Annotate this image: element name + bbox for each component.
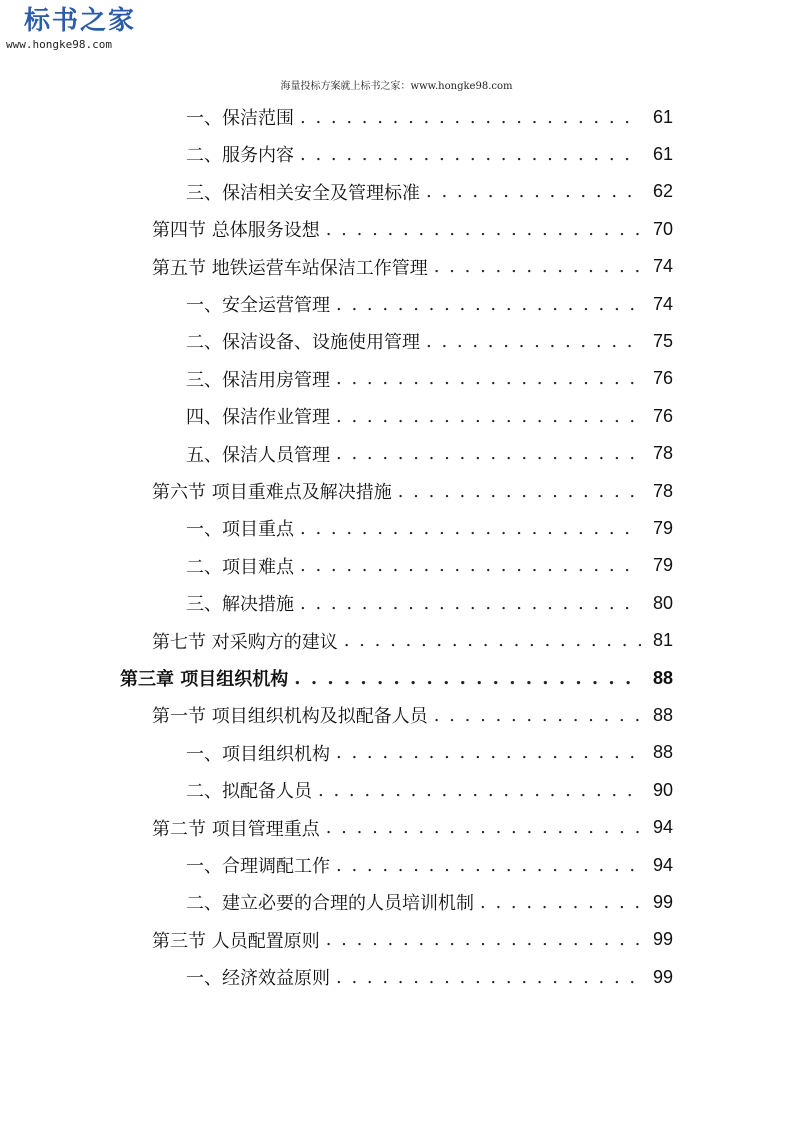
toc-leader-dots bbox=[300, 144, 641, 165]
toc-leader-dots bbox=[336, 742, 641, 763]
toc-entry[interactable] bbox=[186, 290, 673, 318]
toc-leader-dots bbox=[434, 705, 641, 726]
toc-page-number: 79 bbox=[652, 517, 673, 538]
site-logo[interactable] bbox=[6, 6, 166, 51]
toc-entry-label: 第一节 项目组织机构及拟配备人员 bbox=[152, 706, 428, 728]
toc-page-number: 78 bbox=[652, 443, 673, 464]
toc-entry[interactable] bbox=[186, 402, 673, 430]
toc-leader-dots bbox=[336, 855, 641, 876]
toc-page-number: 79 bbox=[652, 555, 673, 576]
toc-entry-label: 一、项目重点 bbox=[186, 519, 294, 541]
toc-entry-label: 二、建立必要的合理的人员培训机制 bbox=[186, 893, 474, 915]
toc-entry-label: 一、安全运营管理 bbox=[186, 295, 330, 316]
toc-entry[interactable] bbox=[152, 627, 673, 655]
toc-entry-label: 二、保洁设备、设施使用管理 bbox=[186, 332, 420, 354]
toc-leader-dots bbox=[300, 555, 641, 576]
toc-leader-dots bbox=[480, 892, 641, 913]
toc-entry-label: 二、拟配备人员 bbox=[186, 781, 312, 803]
toc-entry-label: 二、服务内容 bbox=[186, 145, 294, 167]
toc-page-number: 70 bbox=[652, 218, 673, 239]
toc-entry[interactable] bbox=[186, 739, 673, 767]
toc-entry[interactable] bbox=[186, 888, 673, 916]
toc-leader-dots bbox=[294, 668, 641, 689]
toc-entry[interactable] bbox=[186, 552, 673, 580]
toc-leader-dots bbox=[326, 219, 641, 240]
toc-page-number: 99 bbox=[652, 966, 673, 987]
toc-entry-label: 第三章 项目组织机构 bbox=[120, 669, 289, 690]
toc-entry-label: 一、经济效益原则 bbox=[186, 968, 330, 990]
toc-page-number: 76 bbox=[652, 368, 673, 389]
toc-leader-dots bbox=[326, 817, 641, 838]
toc-entry[interactable] bbox=[186, 103, 673, 131]
toc-entry[interactable] bbox=[186, 776, 673, 804]
toc-entry[interactable] bbox=[120, 664, 673, 692]
toc-entry[interactable] bbox=[186, 851, 673, 879]
toc-entry-label: 三、解决措施 bbox=[186, 594, 294, 616]
toc-entry-label: 第五节 地铁运营车站保洁工作管理 bbox=[152, 257, 428, 279]
logo-title: 标书之家 bbox=[24, 6, 137, 36]
toc-page-number: 76 bbox=[652, 405, 673, 426]
toc-leader-dots bbox=[336, 443, 641, 464]
toc-page-number: 88 bbox=[652, 667, 673, 688]
toc-entry[interactable] bbox=[186, 365, 673, 393]
toc-page-number: 94 bbox=[652, 817, 673, 838]
toc-leader-dots bbox=[300, 518, 641, 539]
toc-entry-label: 二、项目难点 bbox=[186, 556, 294, 578]
toc-leader-dots bbox=[336, 294, 641, 315]
toc-page-number: 74 bbox=[652, 293, 673, 314]
toc-entry[interactable] bbox=[152, 253, 673, 281]
toc-entry-label: 一、保洁范围 bbox=[186, 108, 294, 129]
toc-page-number: 88 bbox=[652, 742, 673, 763]
toc-entry-label: 第七节 对采购方的建议 bbox=[152, 631, 338, 653]
toc-page-number: 75 bbox=[652, 330, 673, 351]
toc-entry[interactable] bbox=[152, 814, 673, 842]
toc-entry[interactable] bbox=[152, 215, 673, 243]
toc-page-number: 94 bbox=[652, 854, 673, 875]
toc-entry[interactable] bbox=[152, 701, 673, 729]
toc-leader-dots bbox=[318, 780, 641, 801]
toc-entry[interactable] bbox=[186, 963, 673, 991]
toc-entry[interactable] bbox=[186, 178, 673, 206]
toc-entry-label: 第四节 总体服务设想 bbox=[152, 220, 320, 242]
toc-entry[interactable] bbox=[152, 926, 673, 954]
toc-leader-dots bbox=[336, 368, 641, 389]
toc-entry-label: 第六节 项目重难点及解决措施 bbox=[152, 482, 392, 503]
toc-page-number: 61 bbox=[652, 106, 673, 127]
toc-entry[interactable] bbox=[152, 477, 673, 505]
toc-entry[interactable] bbox=[186, 514, 673, 542]
toc-page-number: 78 bbox=[652, 480, 673, 501]
toc-leader-dots bbox=[300, 593, 641, 614]
toc-entry[interactable] bbox=[186, 327, 673, 355]
toc-leader-dots bbox=[426, 181, 641, 202]
toc-entry-label: 四、保洁作业管理 bbox=[186, 407, 330, 429]
toc-entry-label: 三、保洁用房管理 bbox=[186, 369, 330, 391]
page-header: 海量投标方案就上标书之家：www.hongke98.com bbox=[280, 81, 513, 92]
toc-page-number: 61 bbox=[652, 143, 673, 164]
logo-url: www.hongke98.com bbox=[6, 38, 112, 51]
toc-page-number: 62 bbox=[652, 181, 673, 202]
toc-leader-dots bbox=[344, 630, 641, 651]
toc-entry-label: 一、项目组织机构 bbox=[186, 743, 330, 765]
toc-entry-label: 第三节 人员配置原则 bbox=[152, 930, 320, 952]
toc-entry[interactable] bbox=[186, 440, 673, 468]
toc-entry-label: 五、保洁人员管理 bbox=[186, 444, 330, 466]
toc-leader-dots bbox=[336, 406, 641, 427]
toc-page-number: 74 bbox=[652, 256, 673, 277]
toc-leader-dots bbox=[426, 331, 641, 352]
toc-leader-dots bbox=[336, 967, 641, 988]
toc-leader-dots bbox=[398, 481, 641, 502]
toc-leader-dots bbox=[326, 929, 641, 950]
toc-leader-dots bbox=[300, 107, 641, 128]
toc-entry-label: 第二节 项目管理重点 bbox=[152, 818, 320, 840]
toc-page-number: 99 bbox=[652, 929, 673, 950]
toc-entry-label: 三、保洁相关安全及管理标准 bbox=[186, 182, 420, 204]
toc-page-number: 80 bbox=[652, 592, 673, 613]
toc-page-number: 90 bbox=[652, 779, 673, 800]
toc-page-number: 99 bbox=[652, 891, 673, 912]
toc-page-number: 88 bbox=[652, 704, 673, 725]
toc-leader-dots bbox=[434, 256, 641, 277]
toc-entry-label: 一、合理调配工作 bbox=[186, 856, 330, 877]
toc-page-number: 81 bbox=[652, 630, 673, 651]
toc-entry[interactable] bbox=[186, 589, 673, 617]
toc-entry[interactable] bbox=[186, 140, 673, 168]
